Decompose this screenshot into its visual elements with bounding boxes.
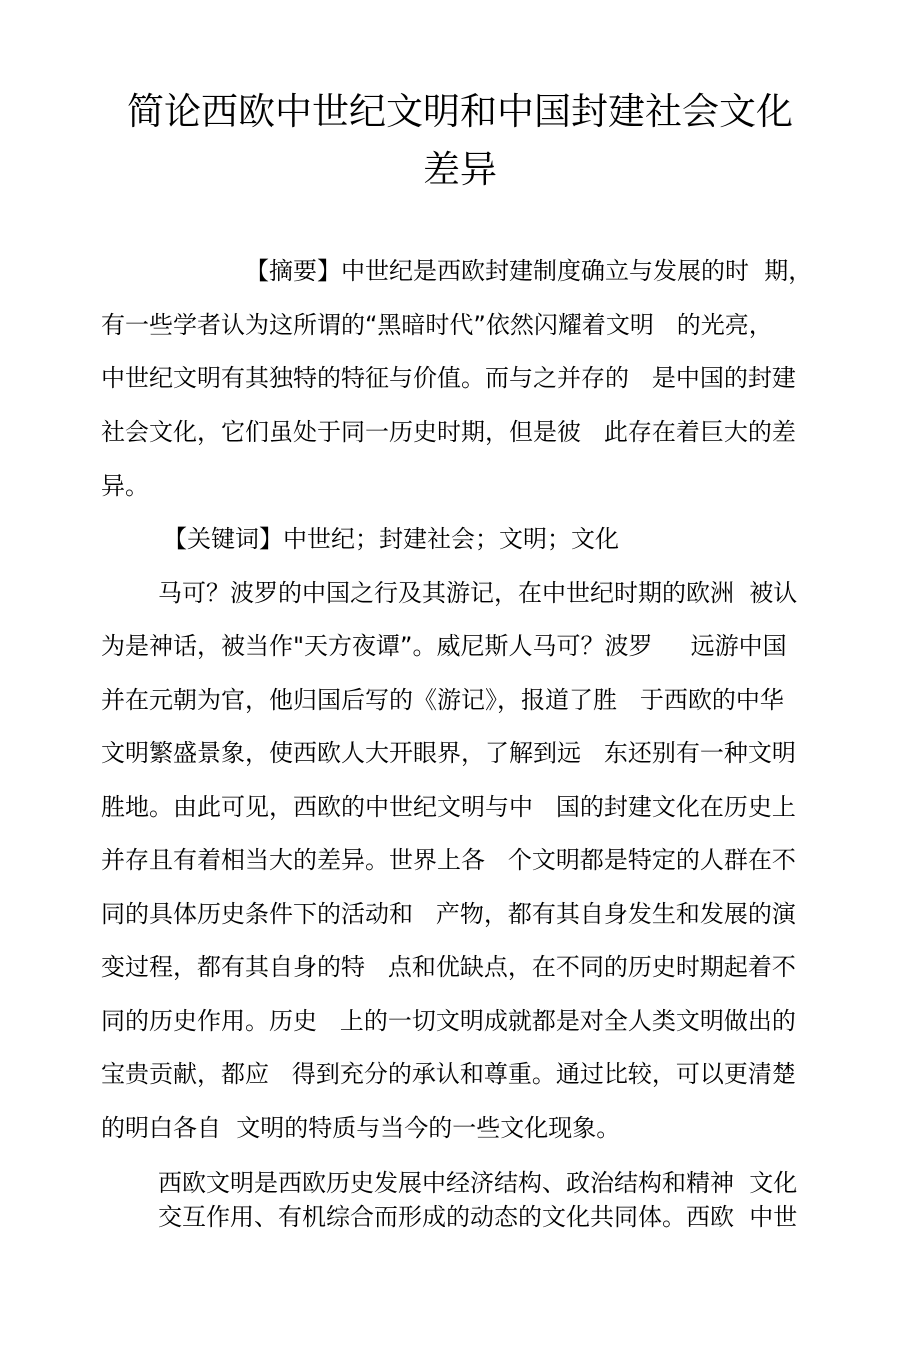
document-title-line-1: 简论西欧中世纪文明和中国封建社会文化 [127,90,793,133]
abstract-line-3: 中世纪文明有其独特的特征与价值。而与之并存的 是中国的封建 [101,364,796,392]
paragraph-1-line-7: 同的具体历史条件下的活动和 产物，都有其自身发生和发展的演 [101,900,796,928]
paragraph-1-line-6: 并存且有着相当大的差异。世界上各 个文明都是特定的人群在不 [101,846,796,874]
paragraph-2-line-2: 交互作用、有机综合而形成的动态的文化共同体。西欧 中世 [158,1203,798,1231]
abstract-line-5: 异。 [101,472,149,500]
paragraph-1-line-8: 变过程，都有其自身的特 点和优缺点，在不同的历史时期起着不 [101,953,796,981]
paragraph-1-line-10: 宝贵贡献，都应 得到充分的承认和尊重。通过比较，可以更清楚 [101,1060,796,1088]
document-title-line-2: 差异 [423,148,497,191]
paragraph-1-line-9: 同的历史作用。历史 上的一切文明成就都是对全人类文明做出的 [101,1007,796,1035]
paragraph-1-line-1: 马可？波罗的中国之行及其游记，在中世纪时期的欧洲 被认 [158,579,798,607]
abstract-line-2: 有一些学者认为这所谓的“黑暗时代”依然闪耀着文明 的光亮， [101,311,773,339]
paragraph-1-line-4: 文明繁盛景象，使西欧人大开眼界，了解到远 东还别有一种文明 [101,739,796,767]
abstract-line-1: 【摘要】中世纪是西欧封建制度确立与发展的时 期， [245,257,813,285]
keywords-line: 【关键词】中世纪；封建社会；文明；文化 [163,525,619,553]
abstract-line-4: 社会文化，它们虽处于同一历史时期，但是彼 此存在着巨大的差 [101,418,796,446]
paragraph-1-line-11: 的明白各自 文明的特质与当今的一些文化现象。 [101,1114,621,1142]
paragraph-1-line-3: 并在元朝为官，他归国后写的《游记》，报道了胜 于西欧的中华 [101,686,784,714]
paragraph-2-line-1: 西欧文明是西欧历史发展中经济结构、政治结构和精神 文化 [158,1169,798,1197]
paragraph-1-line-2: 为是神话，被当作"天方夜谭”。威尼斯人马可？波罗 远游中国 [101,632,787,660]
paragraph-1-line-5: 胜地。由此可见，西欧的中世纪文明与中 国的封建文化在历史上 [101,793,796,821]
